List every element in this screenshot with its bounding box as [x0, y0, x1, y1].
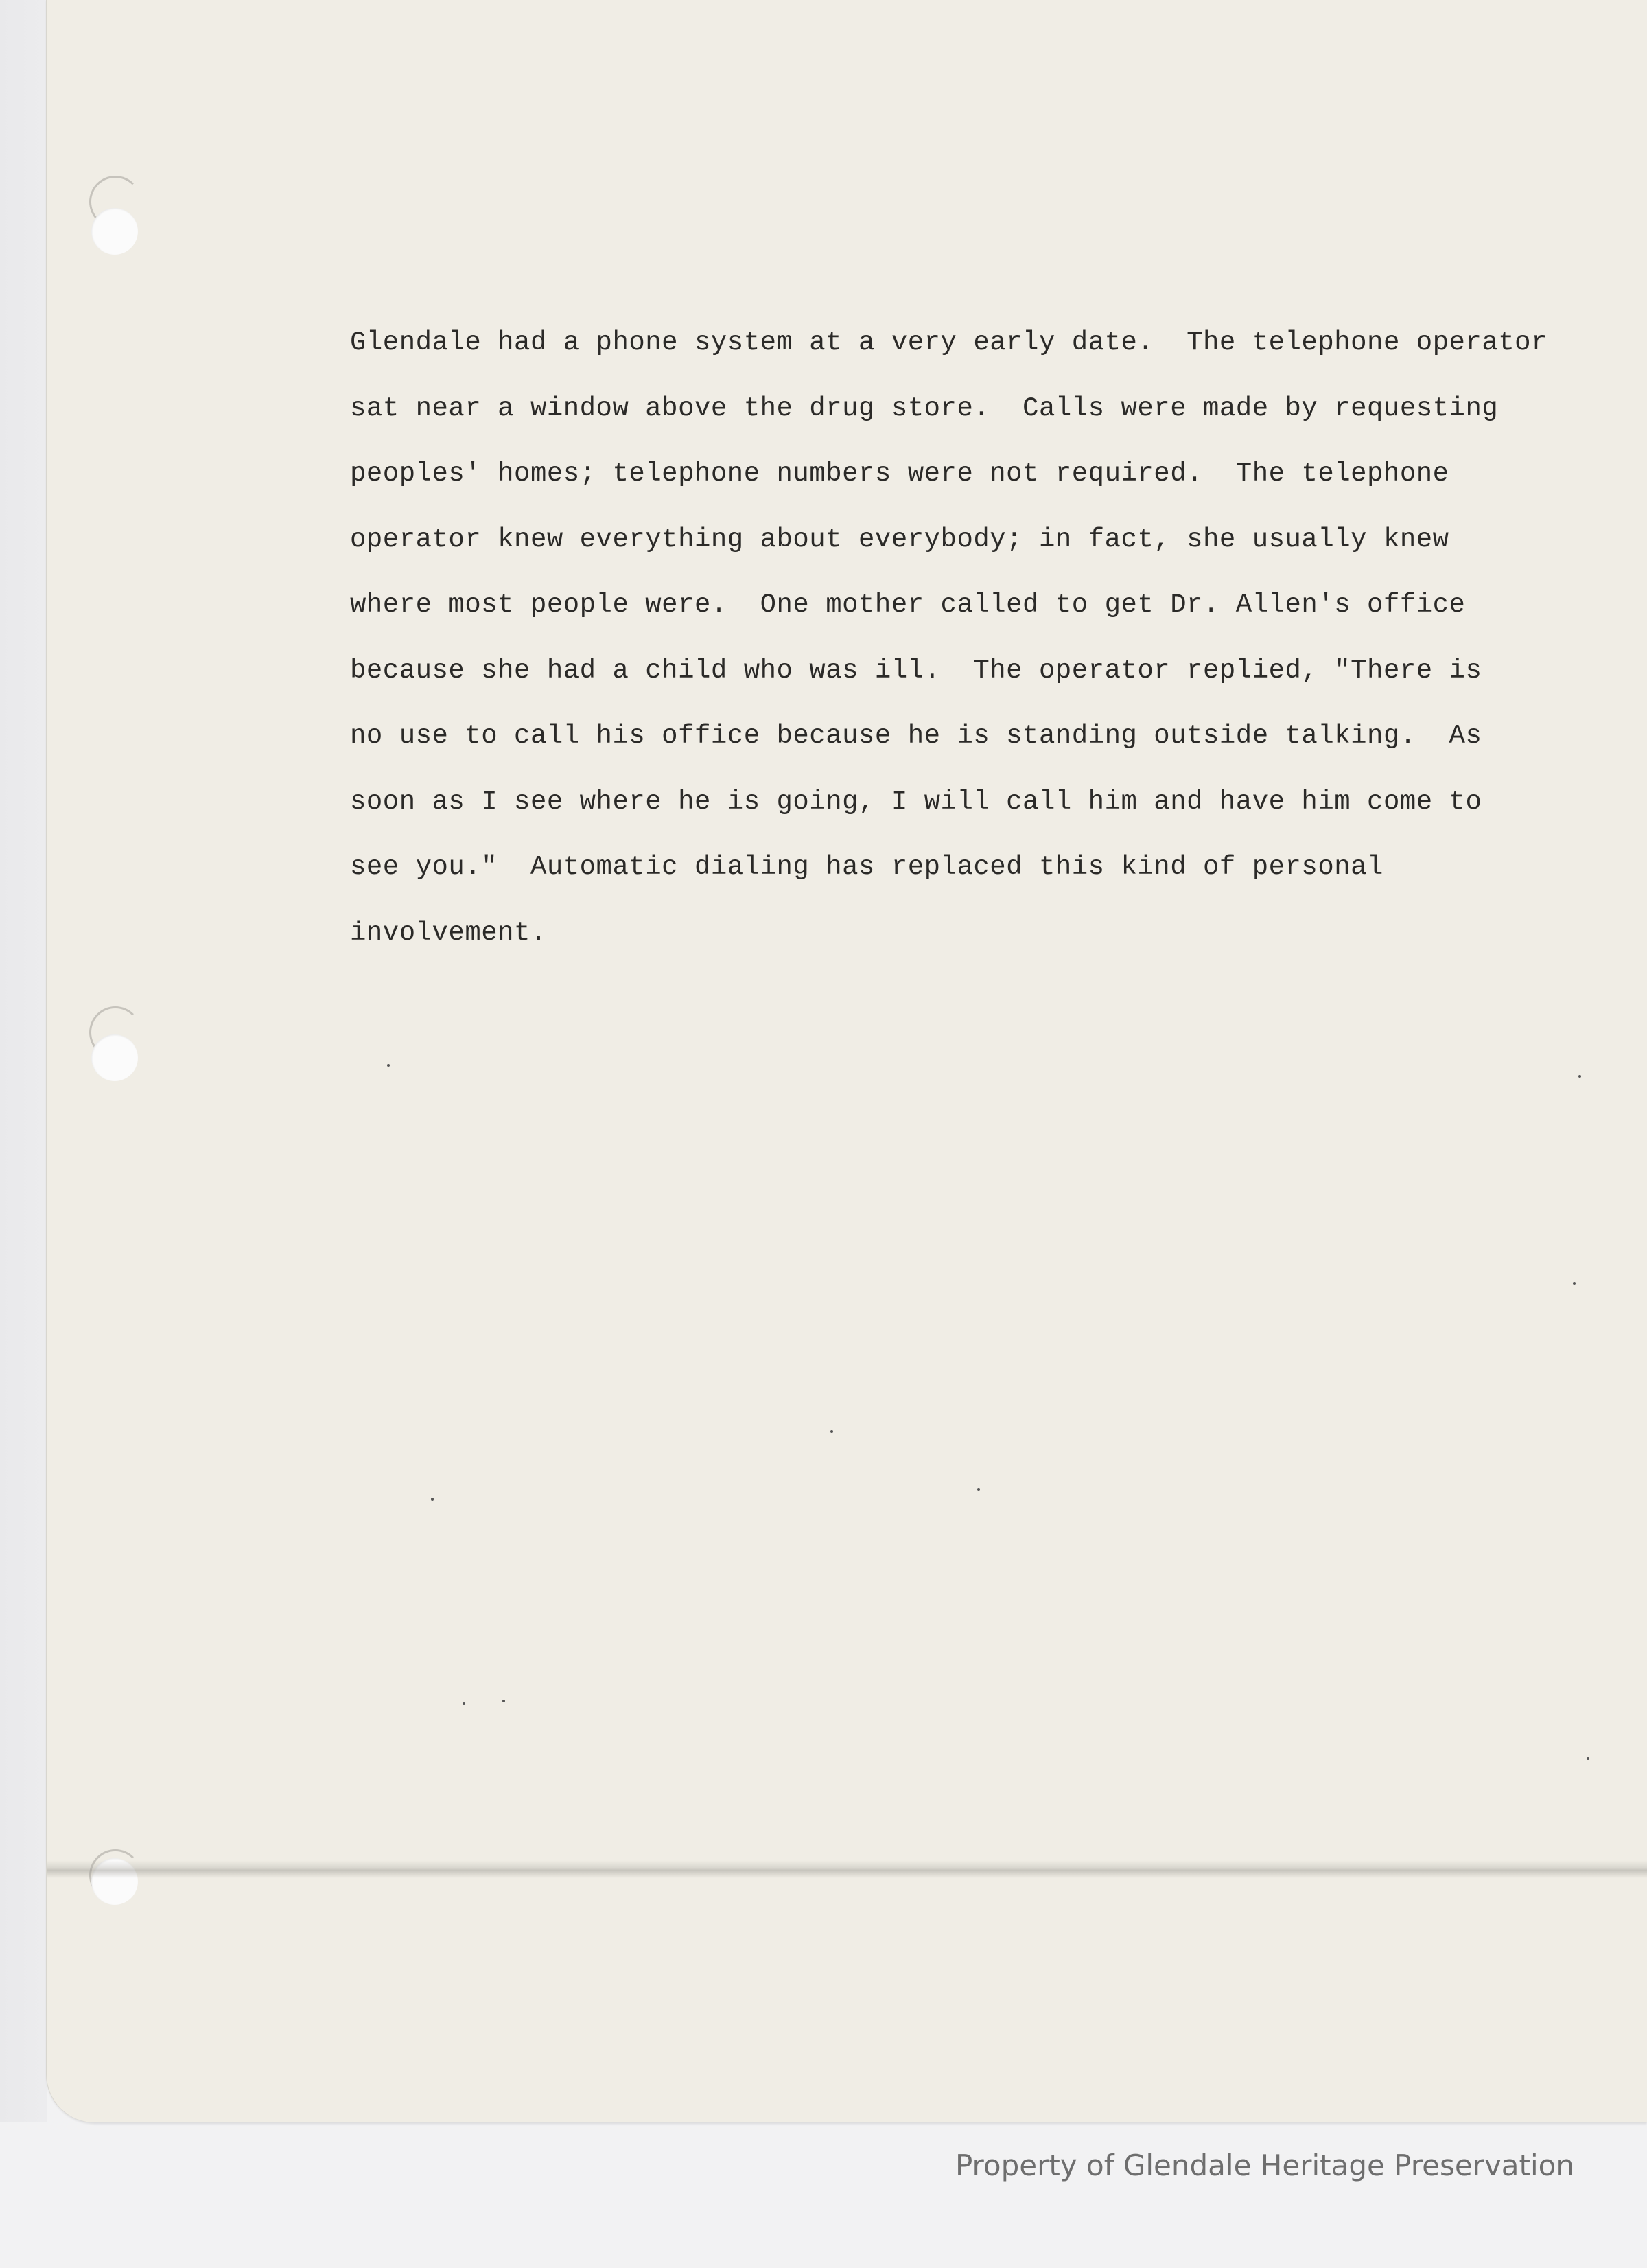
paper-speck: [502, 1700, 505, 1702]
text-line: operator knew everything about everybody; in fact, she usually knew: [350, 524, 1449, 555]
attribution-footer: Property of Glendale Heritage Preservation: [955, 2149, 1574, 2182]
scan-left-margin: [0, 0, 47, 2122]
text-line: involvement.: [350, 917, 547, 948]
text-line: sat near a window above the drug store. Calls were made by requesting: [350, 393, 1499, 424]
punch-hole-top: [91, 208, 138, 255]
text-line: where most people were. One mother called to get Dr. Allen's office: [350, 590, 1466, 620]
paper-speck: [463, 1702, 465, 1705]
paper-speck: [1573, 1282, 1576, 1285]
text-line: because she had a child who was ill. The operator replied, "There is: [350, 655, 1482, 686]
text-line: see you." Automatic dialing has replaced this kind of personal: [350, 852, 1383, 882]
punch-hole-middle: [91, 1034, 138, 1081]
typewritten-paper-sheet: [47, 0, 1647, 2122]
text-line: Glendale had a phone system at a very early date. The telephone operator: [350, 327, 1547, 358]
paper-speck: [387, 1064, 390, 1067]
paper-speck: [830, 1430, 833, 1433]
paper-speck: [1578, 1075, 1581, 1078]
text-line: peoples' homes; telephone numbers were not required. The telephone: [350, 459, 1449, 489]
text-line: soon as I see where he is going, I will call him and have him come to: [350, 786, 1482, 817]
text-line: no use to call his office because he is standing outside talking. As: [350, 721, 1482, 751]
paper-speck: [977, 1488, 980, 1491]
paper-speck: [1587, 1757, 1589, 1760]
fold-crease: [47, 1860, 1647, 1878]
paper-speck: [431, 1498, 434, 1501]
typed-paragraph: [350, 310, 1572, 966]
